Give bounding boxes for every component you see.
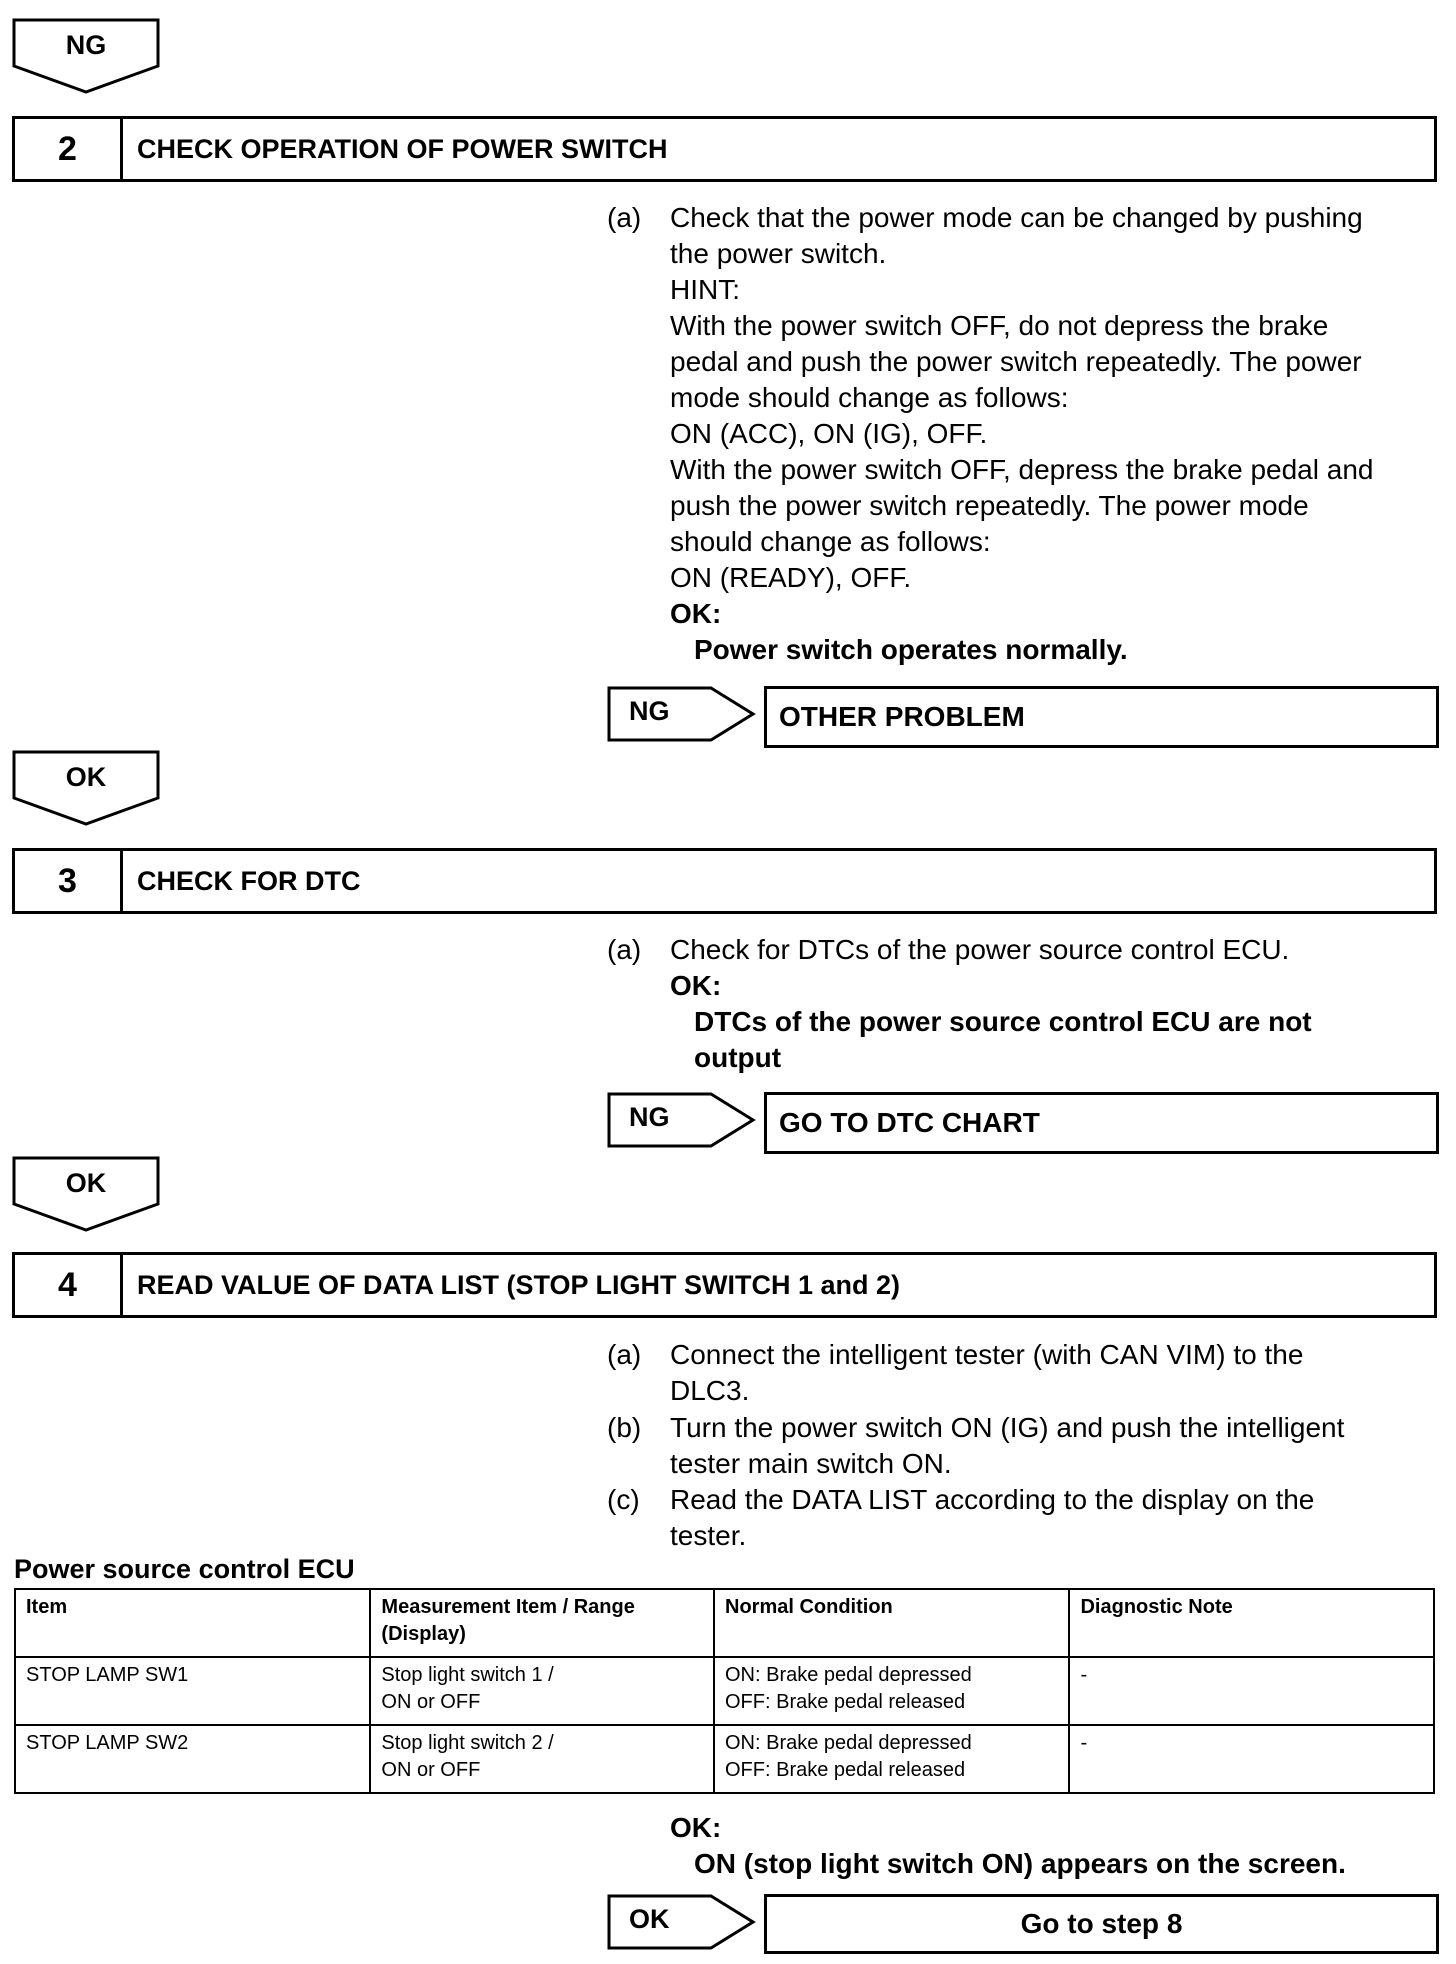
table-row — [15, 1725, 1434, 1793]
item-label: (c) — [607, 1484, 640, 1515]
instruction-item — [670, 1410, 1344, 1482]
flow-ng-label: NG — [65, 30, 107, 60]
ok-label: OK — [629, 1904, 670, 1934]
table-cell-note: - — [1069, 1725, 1434, 1793]
ng-pointer — [607, 1092, 757, 1148]
item-label: (a) — [607, 934, 642, 965]
header-line: Item — [26, 1596, 68, 1618]
cell-line: OFF: Brake pedal released — [725, 1691, 966, 1713]
ng-result-text: GO TO DTC CHART — [779, 1107, 1040, 1138]
instruction-line: tester main switch ON. — [670, 1448, 952, 1479]
ng-label: NG — [629, 696, 670, 726]
instruction-line: tester. — [670, 1520, 747, 1551]
table-cell-item: STOP LAMP SW1 — [15, 1657, 370, 1725]
ng-result-dtc-chart[interactable] — [764, 1092, 1439, 1154]
cell-line: OFF: Brake pedal released — [725, 1759, 966, 1781]
cell-line: ON: Brake pedal depressed — [725, 1664, 972, 1686]
flow-ok-arrow — [12, 1156, 160, 1232]
header-line: Measurement Item / Range — [381, 1596, 635, 1618]
cell-line: Stop light switch 2 / — [381, 1732, 554, 1754]
column-header — [15, 1589, 370, 1657]
instruction-line: the power switch. — [670, 238, 887, 269]
instruction-line: mode should change as follows: — [670, 382, 1069, 413]
step-number: 3 — [15, 851, 123, 911]
instruction-line: With the power switch OFF, depress the brake pedal and — [670, 454, 1374, 485]
header-line: (Display) — [381, 1623, 466, 1645]
ok-criteria: DTCs of the power source control ECU are not — [694, 1006, 1312, 1037]
flow-ok-arrow — [12, 750, 160, 826]
data-list-table — [14, 1588, 1435, 1794]
ng-label: NG — [629, 1102, 670, 1132]
step-title: CHECK OPERATION OF POWER SWITCH — [137, 133, 668, 164]
ng-result-other-problem[interactable] — [764, 686, 1439, 748]
step-4-header — [12, 1252, 1437, 1318]
flow-ok-label: OK — [65, 762, 107, 792]
ok-pointer — [607, 1894, 757, 1950]
ok-label: OK: — [670, 970, 722, 1001]
item-label: (b) — [607, 1412, 642, 1443]
header-line: Diagnostic Note — [1080, 1596, 1233, 1618]
instruction-line: Turn the power switch ON (IG) and push the intelligent — [670, 1412, 1345, 1443]
table-header-row — [15, 1589, 1434, 1657]
table-cell-measurement — [370, 1725, 714, 1793]
instruction-item — [670, 1482, 1314, 1554]
cell-line: Stop light switch 1 / — [381, 1664, 554, 1686]
instruction-line: Check for DTCs of the power source control ECU. — [670, 934, 1290, 965]
column-header — [1069, 1589, 1434, 1657]
table-cell-item: STOP LAMP SW2 — [15, 1725, 370, 1793]
step-3-instructions — [670, 932, 1312, 1076]
instruction-line: pedal and push the power switch repeatedly. The power — [670, 346, 1362, 377]
step-3-header — [12, 848, 1437, 914]
flow-ok-label: OK — [65, 1168, 107, 1198]
instruction-item — [670, 1337, 1303, 1409]
ng-result-text: OTHER PROBLEM — [779, 701, 1025, 732]
instruction-line: With the power switch OFF, do not depress the brake — [670, 310, 1329, 341]
column-header — [370, 1589, 714, 1657]
ng-pointer — [607, 686, 757, 742]
instruction-line: HINT: — [670, 274, 740, 305]
table-cell-normal — [714, 1657, 1069, 1725]
instruction-line: ON (ACC), ON (IG), OFF. — [670, 418, 988, 449]
table-cell-note: - — [1069, 1657, 1434, 1725]
step-number: 2 — [15, 119, 123, 179]
step-4-ok-block — [670, 1810, 1346, 1882]
ok-criteria: ON (stop light switch ON) appears on the screen. — [694, 1848, 1346, 1879]
instruction-line: should change as follows: — [670, 526, 991, 557]
table-row — [15, 1657, 1434, 1725]
item-label: (a) — [607, 1339, 642, 1370]
header-line: Normal Condition — [725, 1596, 893, 1618]
instruction-line: ON (READY), OFF. — [670, 562, 912, 593]
table-cell-normal — [714, 1725, 1069, 1793]
cell-line: ON or OFF — [381, 1759, 481, 1781]
result-text: Go to step 8 — [1020, 1908, 1183, 1939]
step-number: 4 — [15, 1255, 123, 1315]
ok-criteria: Power switch operates normally. — [694, 634, 1128, 665]
ok-criteria: output — [694, 1042, 782, 1073]
cell-line: ON: Brake pedal depressed — [725, 1732, 972, 1754]
table-caption: Power source control ECU — [14, 1554, 355, 1584]
ok-label: OK: — [670, 598, 722, 629]
go-to-step-8[interactable] — [764, 1894, 1439, 1954]
instruction-line: Read the DATA LIST according to the display on the — [670, 1484, 1315, 1515]
instruction-line: push the power switch repeatedly. The power mode — [670, 490, 1309, 521]
ok-label: OK: — [670, 1812, 722, 1843]
column-header — [714, 1589, 1069, 1657]
table-cell-measurement — [370, 1657, 714, 1725]
step-title: READ VALUE OF DATA LIST (STOP LIGHT SWITCH 1 and 2) — [137, 1269, 901, 1300]
cell-line: ON or OFF — [381, 1691, 481, 1713]
item-label: (a) — [607, 202, 642, 233]
instruction-line: Connect the intelligent tester (with CAN VIM) to the — [670, 1339, 1304, 1370]
instruction-line: DLC3. — [670, 1375, 750, 1406]
step-2-instructions — [670, 200, 1373, 668]
instruction-line: Check that the power mode can be changed by pushing — [670, 202, 1363, 233]
flow-ng-arrow — [12, 18, 160, 94]
step-2-header — [12, 116, 1437, 182]
step-title: CHECK FOR DTC — [137, 865, 361, 896]
